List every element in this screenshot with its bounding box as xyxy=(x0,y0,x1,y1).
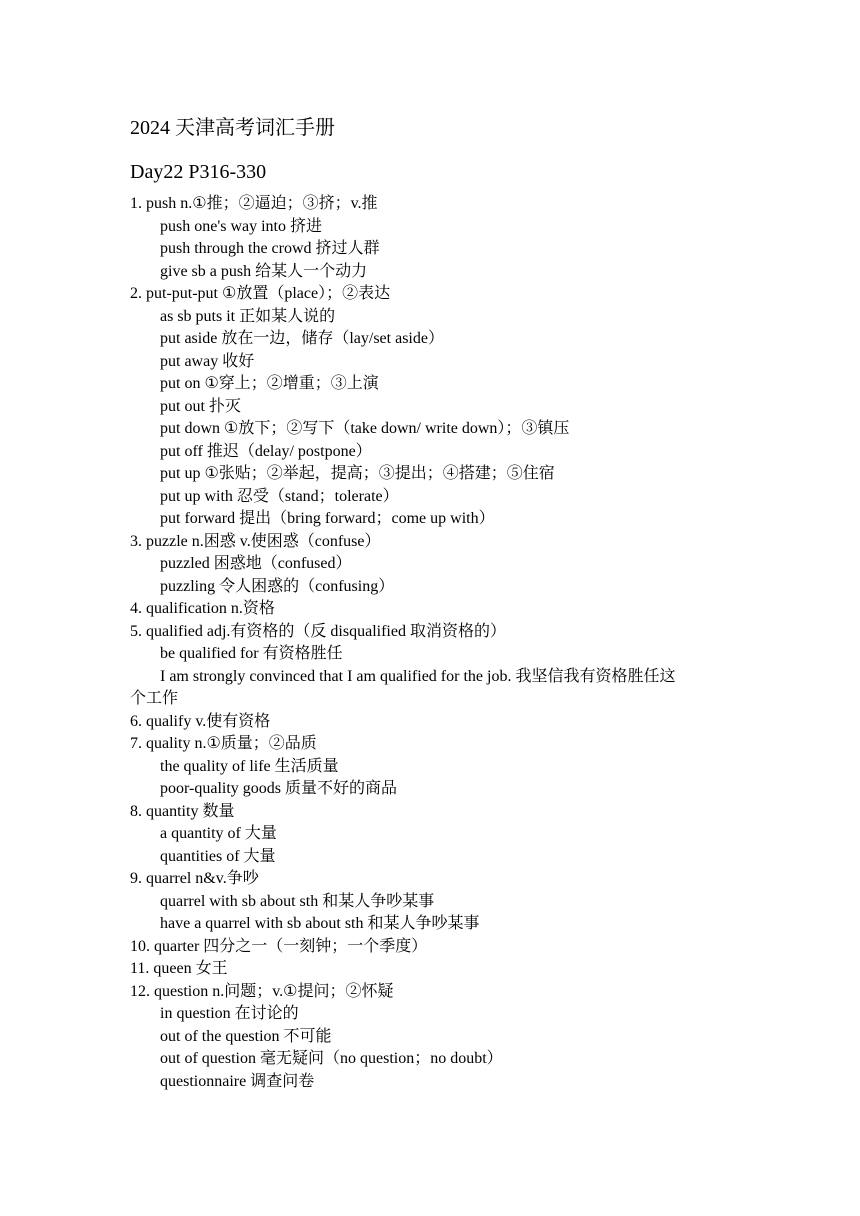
phrase-line: puzzling 令人困惑的（confusing） xyxy=(160,577,395,595)
entry-line: 11. queen 女王 xyxy=(130,960,228,977)
phrase-line: put down ①放下；②写下（take down/ write down）；③镇压 xyxy=(160,420,570,437)
document-title: 2024 天津高考词汇手册 xyxy=(130,117,335,139)
entry-line: 10. quarter 四分之一（一刻钟；一个季度） xyxy=(130,937,428,955)
phrase-line: the quality of life 生活质量 xyxy=(160,757,339,775)
entry-line: 4. qualification n.资格 xyxy=(130,600,275,617)
phrase-line: questionnaire 调查问卷 xyxy=(160,1072,315,1090)
entry-line: 12. question n.问题；v.①提问；②怀疑 xyxy=(130,982,394,1000)
phrase-line: put away 收好 xyxy=(160,352,255,370)
phrase-line: puzzled 困惑地（confused） xyxy=(160,555,352,572)
example-sentence-line: I am strongly convinced that I am qualified for the job. 我坚信我有资格胜任这 xyxy=(160,667,676,685)
entry-line: 1. push n.①推；②逼迫；③挤；v.推 xyxy=(130,195,378,212)
phrase-line: as sb puts it 正如某人说的 xyxy=(160,307,336,325)
entry-line: 7. quality n.①质量；②品质 xyxy=(130,735,317,752)
phrase-line: put aside 放在一边，储存（lay/set aside） xyxy=(160,330,444,347)
phrase-line: put up ①张贴；②举起，提高；③提出；④搭建；⑤住宿 xyxy=(160,465,555,482)
vocabulary-list xyxy=(130,193,740,1093)
phrase-line: put out 扑灭 xyxy=(160,397,241,415)
phrase-line: put off 推迟（delay/ postpone） xyxy=(160,442,372,460)
entry-line: 6. qualify v.使有资格 xyxy=(130,712,271,730)
day-header: Day22 P316-330 xyxy=(130,161,267,183)
phrase-line: out of the question 不可能 xyxy=(160,1027,332,1045)
phrase-line: poor-quality goods 质量不好的商品 xyxy=(160,780,398,797)
phrase-line: be qualified for 有资格胜任 xyxy=(160,645,343,662)
entry-line: 8. quantity 数量 xyxy=(130,802,235,820)
phrase-line: push through the crowd 挤过人群 xyxy=(160,240,380,257)
phrase-line: out of question 毫无疑问（no question；no doubt） xyxy=(160,1050,503,1067)
entry-line: 5. qualified adj.有资格的（反 disqualified 取消资格的） xyxy=(130,622,506,640)
phrase-line: in question 在讨论的 xyxy=(160,1005,299,1022)
phrase-line: quarrel with sb about sth 和某人争吵某事 xyxy=(160,892,435,910)
phrase-line: have a quarrel with sb about sth 和某人争吵某事 xyxy=(160,915,480,932)
phrase-line: quantities of 大量 xyxy=(160,847,276,865)
entry-line: 2. put-put-put ①放置（place）；②表达 xyxy=(130,285,391,302)
phrase-line: push one's way into 挤进 xyxy=(160,217,322,235)
example-sentence-continuation: 个工作 xyxy=(130,690,179,707)
entry-line: 3. puzzle n.困惑 v.使困惑（confuse） xyxy=(130,532,381,550)
phrase-line: put on ①穿上；②增重；③上演 xyxy=(160,375,379,392)
phrase-line: a quantity of 大量 xyxy=(160,825,277,842)
entry-line: 9. quarrel n&v.争吵 xyxy=(130,870,259,887)
phrase-line: give sb a push 给某人一个动力 xyxy=(160,262,368,280)
phrase-line: put up with 忍受（stand；tolerate） xyxy=(160,487,399,505)
phrase-line: put forward 提出（bring forward；come up with） xyxy=(160,510,495,527)
